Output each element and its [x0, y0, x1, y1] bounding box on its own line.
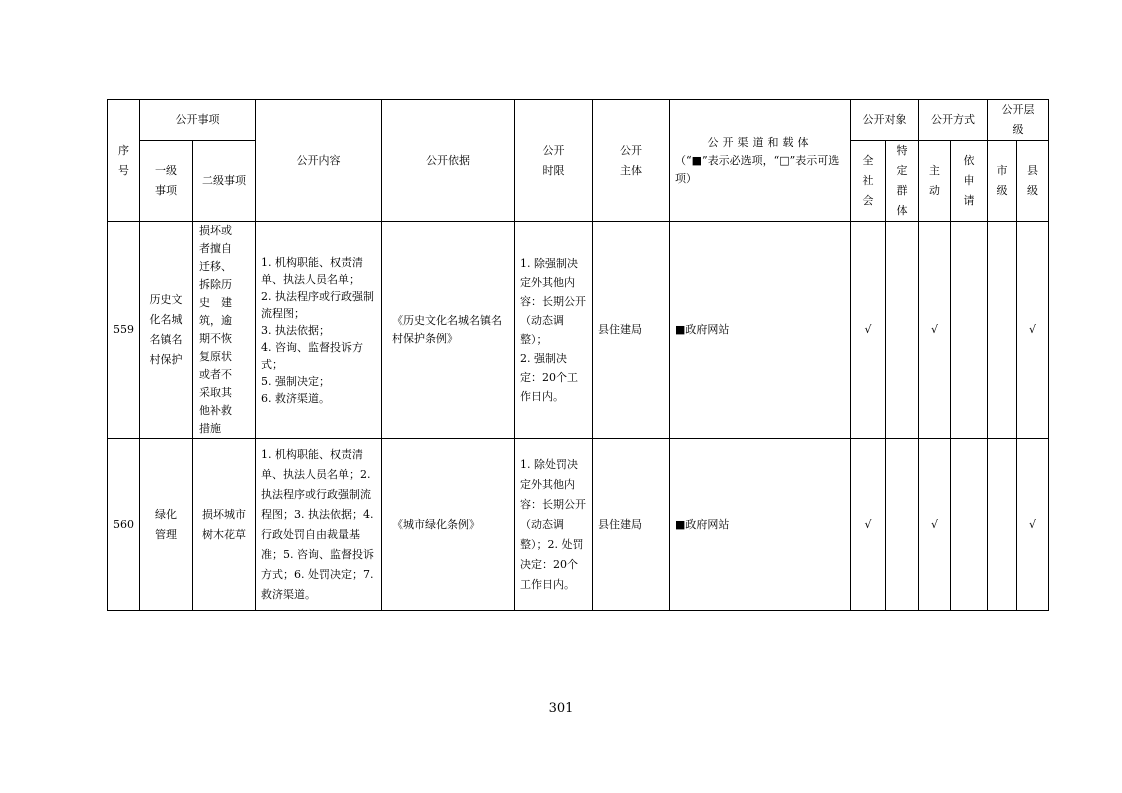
header-level-city: 市级: [988, 141, 1017, 222]
header-content: 公开内容: [256, 100, 382, 222]
header-channel: [670, 100, 851, 222]
row-channel: ■政府网站: [670, 439, 851, 611]
row-level-county: √: [1017, 439, 1049, 611]
time-limit-item: 2. 强制决定：20个工作日内。: [520, 352, 578, 403]
header-channel-note: （“■”表示必选项，“□”表示可选项）: [675, 153, 840, 185]
header-target-all: 全社会: [851, 141, 886, 222]
row-method-request: [951, 439, 988, 611]
row-level1: 历史文化名城名镇名村保护: [140, 222, 193, 439]
row-level2: 损坏城市树木花草: [193, 439, 256, 611]
row-channel: ■政府网站: [670, 222, 851, 439]
time-limit-item: 1. 除强制决定外其他内容：长期公开（动态调整）；: [520, 257, 586, 346]
row-content: 1. 机构职能、权责清单、执法人员名单；2. 执法程序或行政强制流程图；3. 执法依据；4. 行政处罚自由裁量基准；5. 咨询、监督投诉方式；6. 处罚决定；7. 救济渠道。: [256, 439, 382, 611]
row-level-city: [988, 222, 1017, 439]
row-method-request: [951, 222, 988, 439]
header-level-county: 县级: [1017, 141, 1049, 222]
header-level1: 一级事项: [140, 141, 193, 222]
row-method-active: √: [919, 222, 951, 439]
header-method-active: 主动: [919, 141, 951, 222]
header-method-group: 公开方式: [919, 100, 988, 141]
content-item: 4. 咨询、监督投诉方式；: [261, 340, 363, 371]
row-level-county: √: [1017, 222, 1049, 439]
header-time-limit: 公开时限: [515, 100, 593, 222]
header-basis: 公开依据: [382, 100, 515, 222]
header-channel-title: 公开渠道和载体: [707, 135, 813, 149]
header-row-1: [108, 100, 1049, 141]
content-item: 1. 机构职能、权责清单、执法人员名单；: [261, 255, 363, 286]
row-basis: 《历史文化名城名镇名村保护条例》: [382, 222, 515, 439]
row-subject: 县住建局: [593, 439, 670, 611]
content-item: 2. 执法程序或行政强制流程图；: [261, 289, 374, 320]
row-target-all: √: [851, 439, 886, 611]
page-number: 301: [548, 701, 574, 716]
content-item: 3. 执法依据；: [261, 323, 330, 337]
row-seq: 559: [108, 222, 140, 439]
header-method-request: 依申请: [951, 141, 988, 222]
row-time-limit: [515, 222, 593, 439]
header-level2: 二级事项: [193, 141, 256, 222]
row-content: [256, 222, 382, 439]
row-method-active: √: [919, 439, 951, 611]
content-item: 5. 强制决定；: [261, 374, 330, 388]
row-target-specific: [886, 439, 919, 611]
table-row: [108, 439, 1049, 611]
row-level2: 损坏或者擅自迁移、拆除历史建筑，逾期不恢复原状或者不采取其他补救措施: [193, 222, 256, 439]
row-basis: 《城市绿化条例》: [382, 439, 515, 611]
header-target-specific: 特定群体: [886, 141, 919, 222]
header-target-group: 公开对象: [851, 100, 919, 141]
row-target-all: √: [851, 222, 886, 439]
disclosure-table: [107, 99, 1049, 611]
header-item-group: 公开事项: [140, 100, 256, 141]
row-target-specific: [886, 222, 919, 439]
row-level-city: [988, 439, 1017, 611]
row-level1: 绿化管理: [140, 439, 193, 611]
header-level-group: 公开层级: [988, 100, 1049, 141]
row-subject: 县住建局: [593, 222, 670, 439]
table-row: [108, 222, 1049, 439]
row-seq: 560: [108, 439, 140, 611]
header-seq: 序号: [108, 100, 140, 222]
row-time-limit: 1. 除处罚决定外其他内容：长期公开（动态调整）；2. 处罚决定：20个工作日内。: [515, 439, 593, 611]
header-subject: 公开主体: [593, 100, 670, 222]
content-item: 6. 救济渠道。: [261, 391, 330, 405]
